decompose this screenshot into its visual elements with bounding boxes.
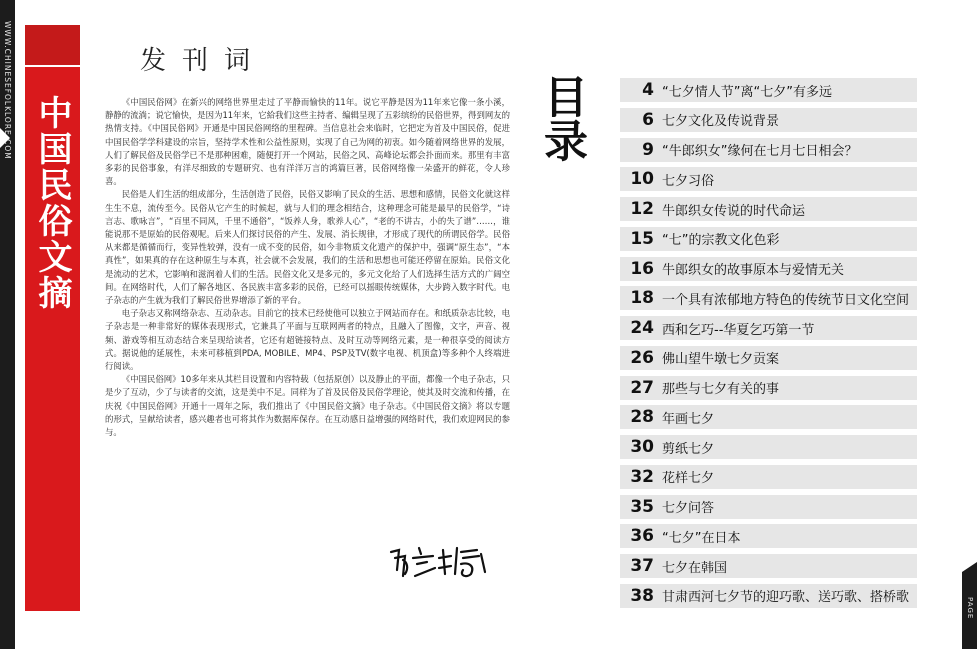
toc-item[interactable] xyxy=(620,584,917,608)
toc-item[interactable] xyxy=(620,227,917,251)
toc-article-title: 七夕问答 xyxy=(662,501,715,516)
toc-page-number: 37 xyxy=(630,556,654,576)
toc-article-title: 剪纸七夕 xyxy=(662,441,715,457)
toc-article-title: 七夕在韩国 xyxy=(662,560,728,576)
toc-page-number: 9 xyxy=(642,139,654,160)
toc-article-title: 甘肃西河七夕节的迎巧歌、送巧歌、搭桥歌 xyxy=(662,590,910,606)
toc-item[interactable] xyxy=(620,554,917,578)
toc-article-title: 七夕习俗 xyxy=(662,173,715,189)
toc-page-number: 4 xyxy=(642,80,654,100)
toc-item[interactable] xyxy=(620,435,917,459)
toc-article-title: 七夕文化及传说背景 xyxy=(662,114,780,130)
toc-heading: 目录 xyxy=(536,74,587,162)
foreword-paragraph: 民俗是人们生活的组成部分，生活创造了民俗，民俗又影响了民众的生活、思想和感情，民俗文化就这样生生不息，流传至今。民俗从它产生的时候起，就与人们的理念相结合，这种理念可能是最早的民俗学，“诗言志、歌咏言”，“百里不同风，千里不通俗”，“饭养人身，歌养人心”，“老的不讲古，小的失了谱”……，谁能说那不是原始的民俗观呢。后来人们探讨民俗的产生、发展、消长规律，才形成了现代的所谓民俗学。民俗从来都是循循而行，变异性较弹，没有一成不变的民俗，如今非物质文化遗产的保护中，强调“原生态”，“本真性”，如果真的存在这种原生与本真，社会就不会发展，我们的生活和思想也可能还停留在原始。民俗文化是流动的艺术，它影响和滋润着人们的生活。民俗文化又是多元的，多元文化给了人们选择生活方式的广阔空间。在网络时代，人们了解各地区、各民族丰富多彩的民俗，已经可以摇眼传统媒体，大步跨入数字时代。电子杂志的产生就为我们了解民俗世界增添了新的平台。 xyxy=(105,189,510,306)
toc-page-number: 6 xyxy=(642,109,654,130)
foreword-paragraph: 《中国民俗网》10多年来从其栏目设置和内容特载（包括原创）以及静止的平面，都像一个电子杂志，只是少了互动，少了与读者的交流，这是美中不足。同样为了首及民俗及民俗学理论，使其及时交流和传播，在庆祝《中国民俗网》开通十一周年之际，我们推出了《中国民俗文摘》电子杂志。《中国民俗文摘》将以专题的形式，呈献给读者，感兴趣者也可将其作为数据库保存。在互动感日益增强的网络时代，我们欢迎网民的参与。 xyxy=(105,374,510,438)
page-tab-notch xyxy=(962,562,977,572)
toc-page-number: 12 xyxy=(630,199,654,219)
magazine-title: 中国民俗文摘 xyxy=(32,95,72,311)
toc-article-title: 那些与七夕有关的事 xyxy=(662,382,780,397)
toc-item[interactable] xyxy=(620,286,917,310)
toc-item[interactable] xyxy=(620,376,917,400)
toc-page-number: 26 xyxy=(630,347,654,368)
toc-item[interactable] xyxy=(620,257,917,281)
foreword-body xyxy=(105,96,510,439)
toc-article-title: 年画七夕 xyxy=(662,411,715,427)
foreword-paragraph: 《中国民俗网》在新兴的网络世界里走过了平静而愉快的11年。说它平静是因为11年来它像一条小溪，静静的流淌；说它愉快，是因为11年来，它給我们这些主持者、编辑呈现了五彩缤纷的民俗世界，得到网友的热情支持。《中国民俗网》开通是中国民俗网络的里程碑。当信息社会来临时，它把定为首及中国民俗，促进中国民俗学学科建设的宗旨，坚持学术性和公益性原则，实现了自己为网的初衷。如今随着网络世界的发展，人们了解民俗及民俗学已不是那种困难，随便打开一个网站，民俗之风、高峰论坛都会扑面而来。那里有丰富多彩的民俗事象，有洋尽细致的专题研究、也有洋洋万言的鸿篇巨著，民俗网络像一朵盛开的鲜花，令人珍喜。 xyxy=(105,97,510,187)
toc-item[interactable] xyxy=(620,405,917,429)
toc-page-number: 38 xyxy=(630,585,654,606)
banner-top-block xyxy=(25,25,80,65)
toc-article-title: “牛郎织女”缘何在七月七日相会？ xyxy=(662,144,858,159)
toc-item[interactable] xyxy=(620,78,917,102)
toc-page-number: 16 xyxy=(630,258,654,279)
toc-page-number: 27 xyxy=(630,377,654,398)
toc-page-number: 30 xyxy=(630,437,654,457)
toc-page-number: 32 xyxy=(630,466,654,487)
foreword-title: 发刊词 xyxy=(140,46,267,76)
author-signature xyxy=(385,540,495,585)
toc-article-title: 佛山望牛墩七夕贡案 xyxy=(662,352,780,368)
toc-page-number: 18 xyxy=(630,288,654,309)
toc-article-title: 一个具有浓郁地方特色的传统节日文化空间 xyxy=(662,292,910,308)
toc-item[interactable] xyxy=(620,167,917,191)
toc-item[interactable] xyxy=(620,138,917,162)
toc-article-title: 牛郎织女的故事原本与爱情无关 xyxy=(662,263,845,278)
toc-page-number: 24 xyxy=(630,318,654,338)
toc-page-number: 10 xyxy=(630,169,654,190)
toc-article-title: “七夕”在日本 xyxy=(662,530,741,546)
left-edge-strip xyxy=(0,0,15,649)
page-tab-label[interactable]: PAGE xyxy=(966,596,974,620)
toc-article-title: 牛郎织女传说的时代命运 xyxy=(662,203,806,219)
toc-article-title: “七夕情人节”离“七夕”有多远 xyxy=(662,84,832,100)
toc-page-number: 15 xyxy=(630,228,654,249)
toc-article-title: 西和乞巧--华夏乞巧第一节 xyxy=(662,322,815,338)
toc-item[interactable] xyxy=(620,346,917,370)
toc-item[interactable] xyxy=(620,108,917,132)
toc-page-number: 35 xyxy=(630,496,654,517)
toc-item[interactable] xyxy=(620,197,917,221)
title-banner xyxy=(25,25,80,611)
toc-article-title: “七”的宗教文化色彩 xyxy=(662,233,780,249)
toc-item[interactable] xyxy=(620,316,917,340)
toc-page-number: 36 xyxy=(630,526,654,547)
toc-article-title: 花样七夕 xyxy=(662,471,715,487)
site-url[interactable]: WWW.CHINESEFOLKLORE.COM xyxy=(3,20,12,160)
toc-item[interactable] xyxy=(620,495,917,519)
toc-item[interactable] xyxy=(620,465,917,489)
table-of-contents xyxy=(620,78,917,614)
page-corner-icon xyxy=(0,128,10,148)
toc-item[interactable] xyxy=(620,524,917,548)
toc-page-number: 28 xyxy=(630,407,654,428)
foreword-paragraph: 电子杂志又称网络杂志、互动杂志。目前它的技术已经使他可以独立于网站而存在。和纸质杂志比较，电子杂志是一种非常好的媒体表现形式，它兼具了平面与互联网两者的特点，且融入了图像，文字，声音、视频、游戏等相互动态结合来呈现给读者，它还有超链接特点、及时互动等网络元素，是一种很享受的阅读方式。据说他的延展性，未来可移植到PDA, MOBILE、MP4、PSP及TV(数字电视、机顶盒)等多种个人终端进行阅读。 xyxy=(105,308,510,372)
